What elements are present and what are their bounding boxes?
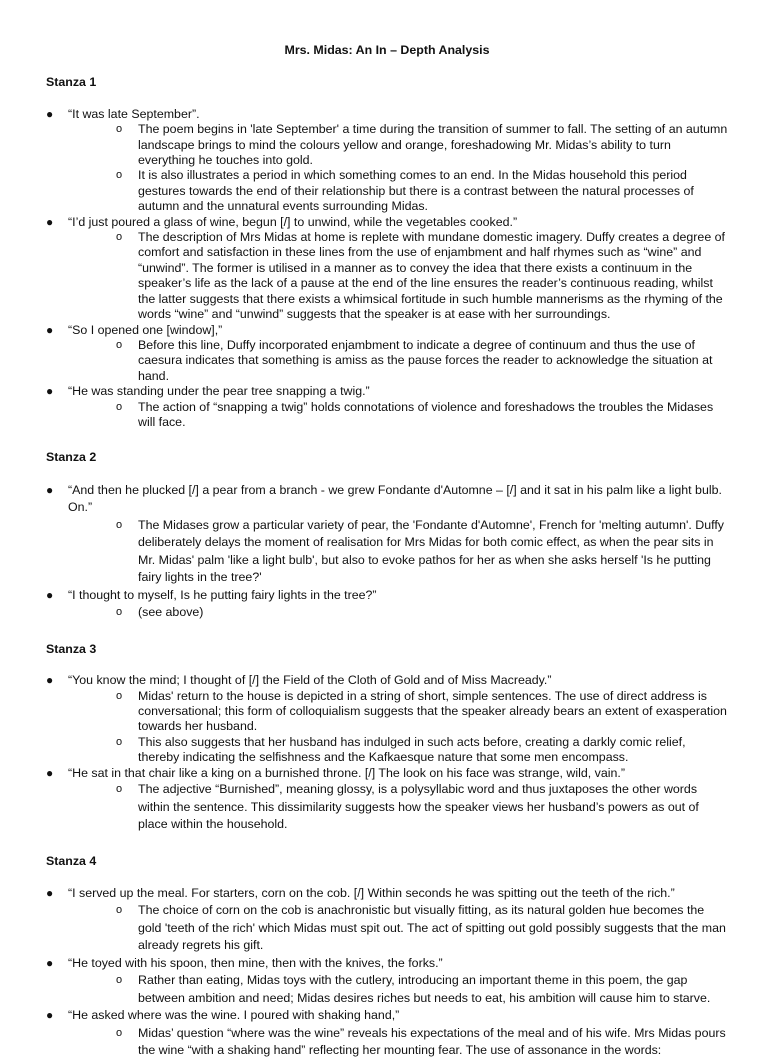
stanza-heading: Stanza 4 bbox=[46, 853, 97, 868]
quote-item bbox=[46, 1007, 728, 1060]
note-list bbox=[68, 902, 728, 955]
note-text: Midas' return to the house is depicted in a string of short, simple sentences. The use of direct address is conversational; this form of colloquialism suggests that the speaker already bears an extent of exasperation towards her husband. bbox=[138, 688, 727, 734]
circle-bullet-icon: o bbox=[116, 123, 123, 136]
quote-item bbox=[46, 587, 728, 622]
note-text: The Midases grow a particular variety of pear, the 'Fondante d'Automne', French for 'melting autumn'. Duffy deliberately delays the moment of realisation for Mrs Midas for both comic effect, as when the pear sits in Mr. Midas' palm 'like a light bulb', but also to evoke pathos for her as when she asks herself 'Is he putting fairy lights in the tree?' bbox=[138, 517, 724, 585]
circle-bullet-icon: o bbox=[116, 783, 123, 795]
stanza-1 bbox=[46, 75, 728, 430]
quote-text: “You know the mind; I thought of [/] the Field of the Cloth of Gold and of Miss Macready.” bbox=[68, 673, 552, 688]
note-item bbox=[116, 122, 728, 168]
note-text: This also suggests that her husband has indulged in such acts before, creating a darkly comic relief, thereby indicating the selfishness and the Kafkaesque nature that some men encompass. bbox=[138, 734, 686, 765]
note-list bbox=[68, 400, 728, 431]
quote-text: “I served up the meal. For starters, corn on the cob. [/] Within seconds he was spitting out the teeth of the rich.” bbox=[68, 885, 675, 900]
note-list bbox=[68, 604, 728, 622]
note-text: Midas’ question “where was the wine” reveals his expectations of the meal and of his wife. Mrs Midas pours the wine “with a shaking hand” reflecting her mounting fear. The use of assonance in the words: bbox=[138, 1025, 726, 1058]
note-list bbox=[68, 972, 728, 1007]
stanza-3 bbox=[46, 642, 728, 834]
note-text: Before this line, Duffy incorporated enjambment to indicate a degree of continuum and thus the use of caesura indicates that something is amiss as the pause forces the reader to acknowledge the situation at hand. bbox=[138, 337, 713, 383]
note-item bbox=[116, 902, 728, 955]
note-text: The description of Mrs Midas at home is replete with mundane domestic imagery. Duffy creates a degree of comfort and satisfaction in these lines from the use of enjambment and half rhymes such as “wine” and “unwind”. The former is utilised in a manner as to convey the idea that there exists a continuum in the speaker’s life as the lack of a pause at the end of the line ensures the reader’s continuous reading, whilst the latter suggests that there exists a whimsical fortitude in such humble mannerisms as the rhyming of the words “wine” and “unwind” suggests that the speaker is at ease with her surroundings. bbox=[138, 230, 725, 322]
circle-bullet-icon: o bbox=[116, 606, 123, 619]
note-item bbox=[116, 735, 728, 766]
note-text: The action of “snapping a twig” holds connotations of violence and foreshadows the troubles the Midases will face. bbox=[138, 399, 714, 429]
document-title: Mrs. Midas: An In – Depth Analysis bbox=[284, 43, 490, 57]
circle-bullet-icon: o bbox=[116, 518, 123, 531]
note-list bbox=[68, 781, 728, 834]
note-item bbox=[116, 689, 728, 735]
note-item bbox=[116, 781, 728, 834]
note-list bbox=[68, 689, 728, 766]
quote-text: “He sat in that chair like a king on a burnished throne. [/] The look on his face was strange, wild, vain.” bbox=[68, 765, 625, 780]
bullet-icon: ● bbox=[46, 885, 54, 900]
note-text: The adjective “Burnished”, meaning glossy, is a polysyllabic word and thus juxtaposes the other words within the sentence. This dissimilarity suggests how the speaker views her husband’s powers as out of place within the household. bbox=[138, 782, 699, 831]
stanza-heading: Stanza 1 bbox=[46, 75, 97, 90]
quote-item bbox=[46, 323, 728, 385]
circle-bullet-icon: o bbox=[116, 904, 123, 917]
quote-text: “So I opened one [window],” bbox=[68, 322, 223, 337]
quote-text: “He was standing under the pear tree snapping a twig.” bbox=[68, 384, 370, 399]
quote-text: “And then he plucked [/] a pear from a branch - we grew Fondante d'Automne – [/] and it sat in his palm like a light bulb. On.” bbox=[68, 482, 722, 515]
note-item bbox=[116, 604, 728, 622]
circle-bullet-icon: o bbox=[116, 689, 123, 702]
quote-item bbox=[46, 384, 728, 430]
note-item bbox=[116, 338, 728, 384]
circle-bullet-icon: o bbox=[116, 735, 123, 748]
circle-bullet-icon: o bbox=[116, 338, 123, 351]
note-list bbox=[68, 122, 728, 214]
bullet-icon: ● bbox=[46, 1008, 54, 1023]
quote-text: “I thought to myself, Is he putting fairy lights in the tree?” bbox=[68, 587, 377, 602]
stanza-2 bbox=[46, 450, 728, 621]
quote-list bbox=[46, 885, 728, 1060]
note-list bbox=[68, 230, 728, 322]
note-text: The choice of corn on the cob is anachronistic but visually fitting, as its natural golden hue becomes the gold 'teeth of the rich' which Midas must spit out. The act of spitting out gold possibly suggests that the man already regrets his gift. bbox=[138, 903, 726, 953]
quote-list bbox=[46, 673, 728, 833]
bullet-icon: ● bbox=[46, 214, 54, 229]
quote-text: “I’d just poured a glass of wine, begun [/] to unwind, while the vegetables cooked.” bbox=[68, 214, 518, 229]
bullet-icon: ● bbox=[46, 955, 54, 970]
bullet-icon: ● bbox=[46, 384, 54, 399]
circle-bullet-icon: o bbox=[116, 400, 123, 413]
quote-text: “It was late September”. bbox=[68, 106, 200, 121]
note-item bbox=[116, 1025, 728, 1060]
circle-bullet-icon: o bbox=[116, 974, 123, 987]
quote-list bbox=[46, 482, 728, 622]
quote-item bbox=[46, 955, 728, 1008]
note-list bbox=[68, 1025, 728, 1060]
note-list bbox=[68, 338, 728, 384]
note-item bbox=[116, 400, 728, 431]
quote-item bbox=[46, 107, 728, 215]
quote-item bbox=[46, 766, 728, 834]
quote-item bbox=[46, 215, 728, 323]
stanza-4 bbox=[46, 854, 728, 1060]
bullet-icon: ● bbox=[46, 106, 54, 121]
quote-item bbox=[46, 885, 728, 955]
note-item bbox=[116, 517, 728, 587]
bullet-icon: ● bbox=[46, 587, 54, 602]
quote-item bbox=[46, 482, 728, 587]
stanza-heading: Stanza 3 bbox=[46, 641, 97, 656]
note-item bbox=[116, 168, 728, 214]
note-text: The poem begins in 'late September' a time during the transition of summer to fall. The setting of an autumn landscape brings to mind the colours yellow and orange, foreshadowing Mr. Midas’s ability to turn everything he touches into gold. bbox=[138, 122, 728, 168]
quote-list bbox=[46, 107, 728, 431]
note-list bbox=[68, 517, 728, 587]
bullet-icon: ● bbox=[46, 322, 54, 337]
circle-bullet-icon: o bbox=[116, 231, 123, 244]
bullet-icon: ● bbox=[46, 482, 54, 497]
quote-item bbox=[46, 673, 728, 765]
note-text: It is also illustrates a period in which something comes to an end. In the Midas household this period gestures towards the end of their relationship but there is a contrast between the natural processes of autumn and the unnatural events surrounding Midas. bbox=[138, 168, 694, 214]
stanza-heading: Stanza 2 bbox=[46, 450, 97, 465]
note-item bbox=[116, 972, 728, 1007]
bullet-icon: ● bbox=[46, 673, 54, 688]
quote-text: “He toyed with his spoon, then mine, then with the knives, the forks.” bbox=[68, 955, 443, 970]
quote-text: “He asked where was the wine. I poured with shaking hand,” bbox=[68, 1008, 400, 1023]
bullet-icon: ● bbox=[46, 765, 54, 780]
note-item bbox=[116, 230, 728, 322]
circle-bullet-icon: o bbox=[116, 1026, 123, 1039]
note-text: (see above) bbox=[138, 605, 204, 620]
circle-bullet-icon: o bbox=[116, 169, 123, 182]
note-text: Rather than eating, Midas toys with the cutlery, introducing an important theme in this poem, the gap between ambition and need; Midas desires riches but needs to eat, his ambition will cause him to starve. bbox=[138, 973, 711, 1005]
